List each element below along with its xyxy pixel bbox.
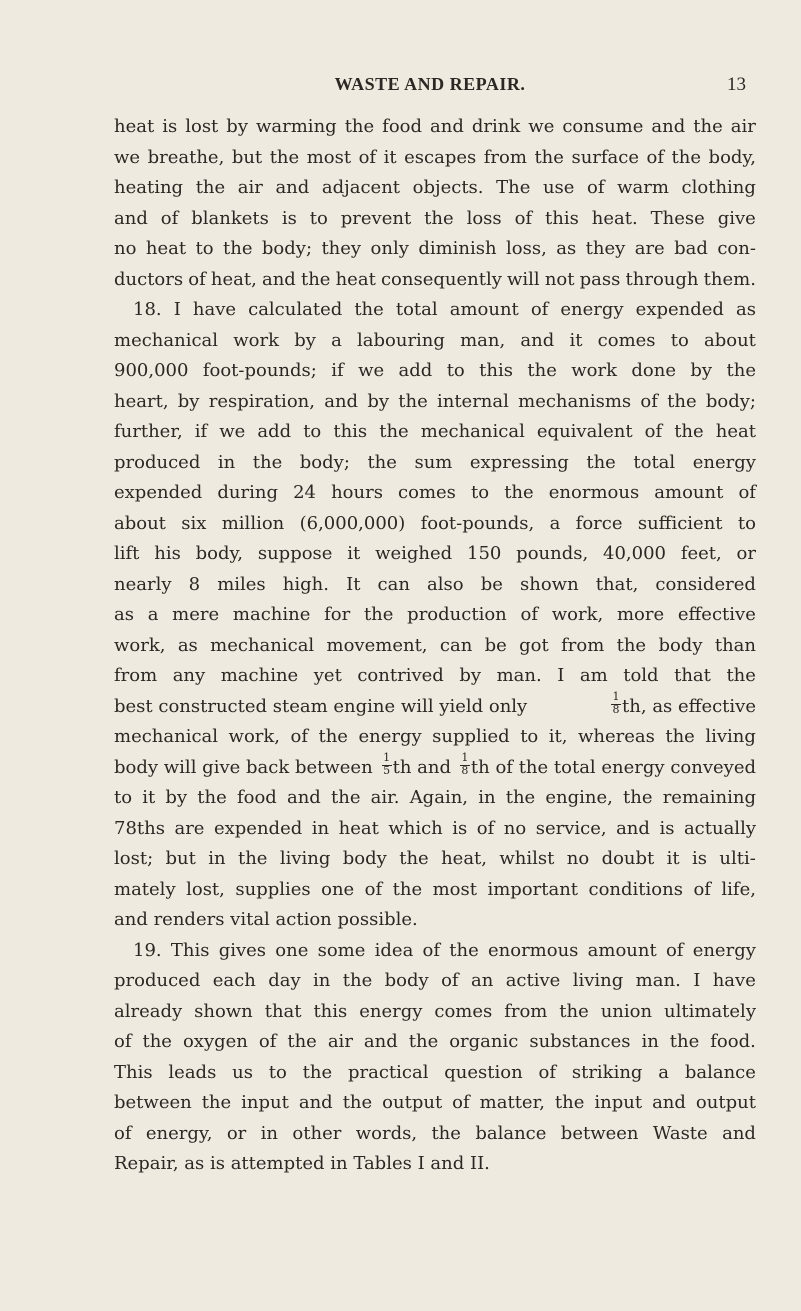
text-line: Repair, as is attempted in Tables I and II. [114,1153,490,1174]
text-line: produced in the body; the sum expressing the total energy [114,451,756,473]
text-line: about six million (6,000,000) foot-pounds, a force sufficient to [114,512,756,534]
text-line: further, if we add to this the mechanical equivalent of the heat [114,421,756,442]
text-line: and of blankets is to prevent the loss of this heat. These give [114,207,756,229]
text-line: of energy, or in other words, the balance between Waste and [114,1122,756,1144]
text-line: 78ths are expended in heat which is of no service, and is actually [114,817,756,839]
text-line: nearly 8 miles high. It can also be shown that, considered [114,573,756,595]
text-line: ductors of heat, and the heat consequently will not pass through them. [114,268,756,290]
text-line: from any machine yet contrived by man. I am told that the [114,665,756,686]
fraction-one-eighth: $\frac{1}{8}$ [461,750,469,777]
text-line: as a mere machine for the production of work, more effective [114,604,756,625]
fraction-one-fifth: $\frac{1}{5}$ [383,750,391,777]
fraction-one-eighth: $\frac{1}{8}$ [612,689,620,716]
text-line: heart, by respiration, and by the internal mechanisms of the body; [114,390,756,412]
text-line: mately lost, supplies one of the most important conditions of life, [114,878,756,900]
text-line: heat is lost by warming the food and drink we consume and the air [114,116,756,137]
text-line: body will give back between $\frac{1}{5}$ th and $\frac{1}{8}$ th of the total energy conveyed [114,750,756,778]
text-line: already shown that this energy comes from the union ultimately [114,1000,756,1022]
text-line: 19. This gives one some idea of the enormous amount of energy [133,939,756,961]
text-line: between the input and the output of matter, the input and output [114,1092,756,1113]
text-line: mechanical work by a labouring man, and it comes to about [114,329,756,351]
text-line: 900,000 foot-pounds; if we add to this the work done by the [114,360,756,381]
text-line: of the oxygen of the air and the organic substances in the food. [114,1031,756,1052]
text-line: and renders vital action possible. [114,909,418,930]
text-line: work, as mechanical movement, can be got from the body than [114,634,756,656]
text-line: lift his body, suppose it weighed 150 pounds, 40,000 feet, or [114,543,756,564]
text-line: mechanical work, of the energy supplied to it, whereas the living [114,726,756,747]
text-line: produced each day in the body of an active living man. I have [114,970,756,991]
chapter-title: WASTE AND REPAIR. [334,74,526,94]
page-number: 13 [727,74,746,95]
text-line: This leads us to the practical question of striking a balance [114,1061,756,1083]
text-line: no heat to the body; they only diminish loss, as they are bad con- [114,238,756,259]
text-line: lost; but in the living body the heat, whilst no doubt it is ulti- [114,848,756,869]
text-line: expended during 24 hours comes to the enormous amount of [114,482,756,503]
text-line: best constructed steam engine will yield only $\frac{1}{8}$ th, as effective [114,689,756,717]
text-line: to it by the food and the air. Again, in the engine, the remaining [114,787,756,808]
text-line: heating the air and adjacent objects. The use of warm clothing [114,177,756,198]
running-head [114,74,746,104]
text-line: 18. I have calculated the total amount of energy expended as [133,299,756,320]
text-line: we breathe, but the most of it escapes from the surface of the body, [114,146,756,168]
body-text [114,112,756,1180]
